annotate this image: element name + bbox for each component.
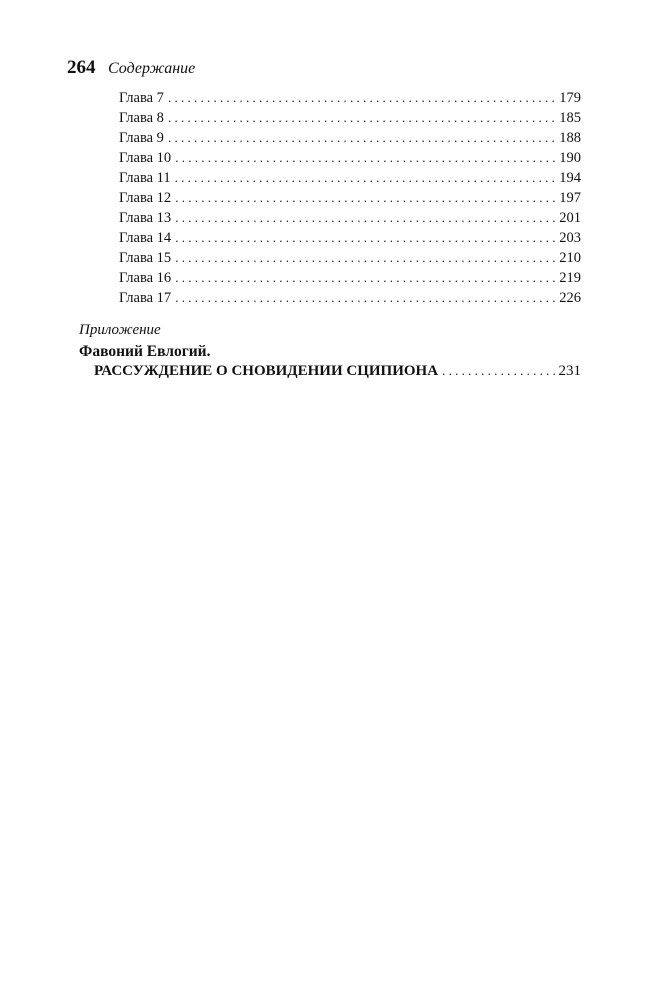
- appendix-entry[interactable]: [94, 361, 581, 381]
- toc-entry-page: 210: [559, 250, 581, 266]
- toc-entry-label: Глава 12: [119, 190, 172, 206]
- toc-entry[interactable]: [119, 268, 581, 288]
- dot-leader: [442, 361, 556, 381]
- toc-entry-label: Глава 7: [119, 90, 164, 106]
- dot-leader: [175, 168, 558, 188]
- toc-entry-label: Глава 17: [119, 290, 172, 306]
- toc-entry-page: 226: [559, 290, 581, 306]
- toc-entry[interactable]: [119, 148, 581, 168]
- toc-entry[interactable]: [119, 168, 581, 188]
- toc-entry-page: 179: [559, 90, 581, 106]
- toc-entry-label: Глава 8: [119, 110, 164, 126]
- appendix-heading: Приложение: [79, 322, 161, 338]
- dot-leader: [175, 288, 557, 308]
- toc-entry[interactable]: [119, 208, 581, 228]
- toc-entry-page: 194: [559, 170, 581, 186]
- toc-entry[interactable]: [119, 128, 581, 148]
- toc-entry[interactable]: [119, 88, 581, 108]
- toc-entry-label: Глава 16: [119, 270, 172, 286]
- dot-leader: [175, 148, 557, 168]
- toc-entry[interactable]: [119, 248, 581, 268]
- toc-entry-page: 203: [559, 230, 581, 246]
- toc-entry[interactable]: [119, 288, 581, 308]
- appendix-page: 231: [558, 363, 581, 379]
- toc-entry-label: Глава 10: [119, 150, 172, 166]
- toc-entry-label: Глава 14: [119, 230, 172, 246]
- toc-entry-label: Глава 11: [119, 170, 171, 186]
- dot-leader: [168, 88, 557, 108]
- dot-leader: [175, 228, 557, 248]
- toc-entry-page: 188: [559, 130, 581, 146]
- toc-entry-page: 185: [559, 110, 581, 126]
- running-head: [67, 56, 195, 80]
- toc-entry[interactable]: [119, 108, 581, 128]
- toc-entry-label: Глава 13: [119, 210, 172, 226]
- toc-entry-label: Глава 15: [119, 250, 172, 266]
- dot-leader: [168, 108, 557, 128]
- toc-entry-page: 197: [559, 190, 581, 206]
- toc-entry[interactable]: [119, 228, 581, 248]
- dot-leader: [175, 248, 557, 268]
- dot-leader: [168, 128, 557, 148]
- page-number: 264: [67, 57, 96, 78]
- dot-leader: [175, 268, 557, 288]
- toc-entry-page: 201: [559, 210, 581, 226]
- toc-entry[interactable]: [119, 188, 581, 208]
- toc-entry-page: 219: [559, 270, 581, 286]
- dot-leader: [175, 188, 557, 208]
- appendix-author: Фавоний Евлогий.: [79, 343, 211, 360]
- toc-entry-label: Глава 9: [119, 130, 164, 146]
- section-title: Содержание: [108, 60, 196, 77]
- toc-entry-page: 190: [559, 150, 581, 166]
- dot-leader: [175, 208, 557, 228]
- appendix-title: РАССУЖДЕНИЕ О СНОВИДЕНИИ СЦИПИОНА: [94, 363, 439, 379]
